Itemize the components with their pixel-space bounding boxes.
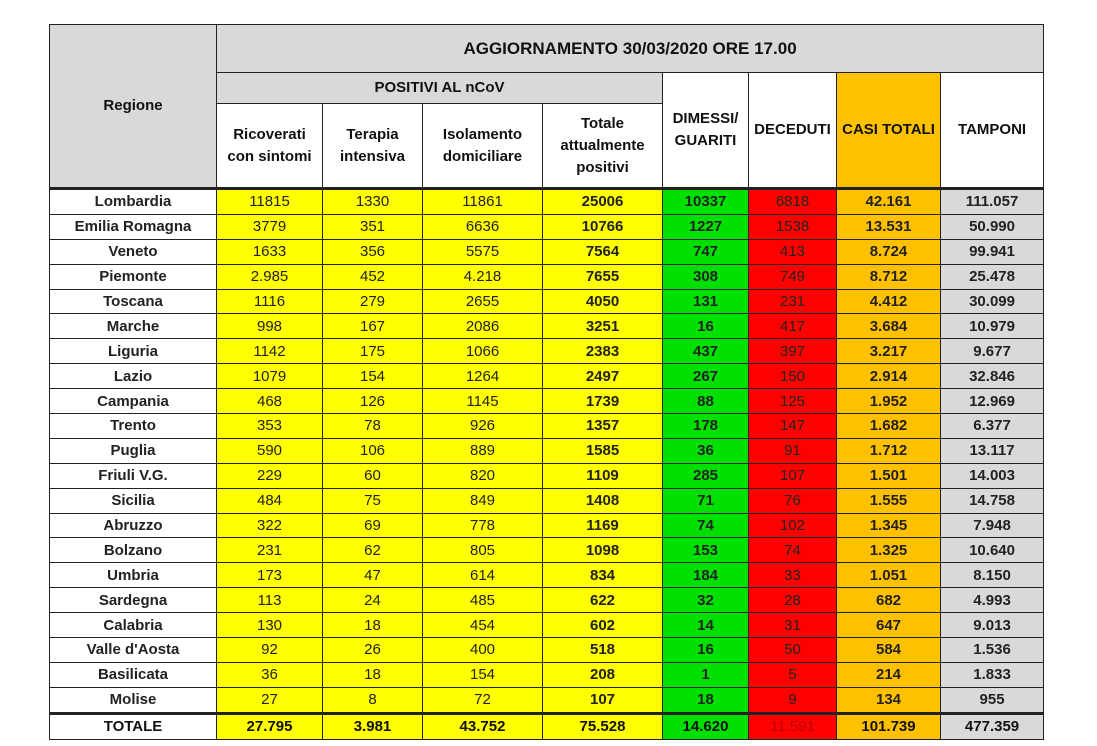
region-header: Regione (50, 25, 217, 189)
dimessi-cell: 1227 (663, 214, 749, 239)
region-cell: Puglia (50, 438, 217, 463)
deceduti-header: DECEDUTI (749, 73, 837, 189)
dimessi-cell: 178 (663, 414, 749, 439)
total-terapia-cell: 3.981 (323, 713, 423, 739)
tamponi-cell: 13.117 (941, 438, 1044, 463)
terapia-cell: 452 (323, 264, 423, 289)
casi-totali-header: CASI TOTALI (837, 73, 941, 189)
region-cell: Basilicata (50, 662, 217, 687)
isolamento-cell: 5575 (423, 239, 543, 264)
deceduti-cell: 397 (749, 339, 837, 364)
terapia-cell: 279 (323, 289, 423, 314)
dimessi-cell: 747 (663, 239, 749, 264)
terapia-cell: 75 (323, 488, 423, 513)
isolamento-cell: 2086 (423, 314, 543, 339)
isolamento-cell: 805 (423, 538, 543, 563)
totale-positivi-cell: 622 (543, 588, 663, 613)
isolamento-cell: 889 (423, 438, 543, 463)
tamponi-cell: 4.993 (941, 588, 1044, 613)
deceduti-cell: 9 (749, 687, 837, 713)
terapia-cell: 175 (323, 339, 423, 364)
region-cell: Veneto (50, 239, 217, 264)
ricoverati-cell: 484 (217, 488, 323, 513)
terapia-cell: 47 (323, 563, 423, 588)
ricoverati-cell: 231 (217, 538, 323, 563)
terapia-cell: 18 (323, 662, 423, 687)
casi-totali-cell: 647 (837, 613, 941, 638)
dimessi-cell: 267 (663, 364, 749, 389)
casi-totali-cell: 1.712 (837, 438, 941, 463)
tamponi-cell: 50.990 (941, 214, 1044, 239)
totale-positivi-cell: 107 (543, 687, 663, 713)
region-cell: Toscana (50, 289, 217, 314)
ricoverati-cell: 998 (217, 314, 323, 339)
tamponi-cell: 1.833 (941, 662, 1044, 687)
region-cell: Marche (50, 314, 217, 339)
deceduti-cell: 74 (749, 538, 837, 563)
dimessi-cell: 285 (663, 463, 749, 488)
totale-positivi-cell: 834 (543, 563, 663, 588)
dimessi-header: DIMESSI/ GUARITI (663, 73, 749, 189)
isolamento-cell: 926 (423, 414, 543, 439)
ricoverati-cell: 2.985 (217, 264, 323, 289)
tamponi-cell: 32.846 (941, 364, 1044, 389)
deceduti-cell: 91 (749, 438, 837, 463)
table-row (50, 687, 1044, 713)
table-row (50, 662, 1044, 687)
ricoverati-cell: 1079 (217, 364, 323, 389)
deceduti-cell: 749 (749, 264, 837, 289)
region-cell: Friuli V.G. (50, 463, 217, 488)
terapia-cell: 69 (323, 513, 423, 538)
casi-totali-cell: 3.684 (837, 314, 941, 339)
ricoverati-cell: 353 (217, 414, 323, 439)
table-row (50, 538, 1044, 563)
terapia-cell: 26 (323, 638, 423, 663)
ricoverati-cell: 229 (217, 463, 323, 488)
positive-group-header: POSITIVI AL nCoV (217, 73, 663, 104)
total-totale-positivi-cell: 75.528 (543, 713, 663, 739)
casi-totali-cell: 4.412 (837, 289, 941, 314)
region-cell: Bolzano (50, 538, 217, 563)
table-row (50, 289, 1044, 314)
ricoverati-cell: 468 (217, 389, 323, 414)
tamponi-cell: 10.640 (941, 538, 1044, 563)
ricoverati-cell: 36 (217, 662, 323, 687)
isolamento-header: Isolamento domiciliare (423, 104, 543, 189)
terapia-cell: 8 (323, 687, 423, 713)
tamponi-cell: 30.099 (941, 289, 1044, 314)
terapia-cell: 106 (323, 438, 423, 463)
totale-positivi-cell: 1357 (543, 414, 663, 439)
ricoverati-cell: 92 (217, 638, 323, 663)
total-deceduti-cell: 11.591 (749, 713, 837, 739)
dimessi-cell: 1 (663, 662, 749, 687)
region-cell: Lombardia (50, 189, 217, 215)
dimessi-cell: 131 (663, 289, 749, 314)
isolamento-cell: 6636 (423, 214, 543, 239)
table-row (50, 239, 1044, 264)
total-row (50, 713, 1044, 739)
tamponi-cell: 955 (941, 687, 1044, 713)
table-row (50, 588, 1044, 613)
terapia-cell: 167 (323, 314, 423, 339)
total-ricoverati-cell: 27.795 (217, 713, 323, 739)
table-row (50, 214, 1044, 239)
terapia-cell: 78 (323, 414, 423, 439)
dimessi-cell: 437 (663, 339, 749, 364)
update-title: AGGIORNAMENTO 30/03/2020 ORE 17.00 (217, 25, 1044, 73)
table-row (50, 613, 1044, 638)
region-cell: Sardegna (50, 588, 217, 613)
totale-positivi-cell: 25006 (543, 189, 663, 215)
casi-totali-cell: 214 (837, 662, 941, 687)
casi-totali-cell: 3.217 (837, 339, 941, 364)
terapia-cell: 1330 (323, 189, 423, 215)
table-row (50, 414, 1044, 439)
region-cell: Sicilia (50, 488, 217, 513)
terapia-cell: 351 (323, 214, 423, 239)
isolamento-cell: 778 (423, 513, 543, 538)
terapia-cell: 24 (323, 588, 423, 613)
dimessi-cell: 16 (663, 314, 749, 339)
table-row (50, 389, 1044, 414)
total-dimessi-cell: 14.620 (663, 713, 749, 739)
terapia-cell: 126 (323, 389, 423, 414)
total-tamponi-cell: 477.359 (941, 713, 1044, 739)
ricoverati-cell: 1142 (217, 339, 323, 364)
table-row (50, 463, 1044, 488)
terapia-cell: 18 (323, 613, 423, 638)
deceduti-cell: 31 (749, 613, 837, 638)
totale-positivi-cell: 3251 (543, 314, 663, 339)
isolamento-cell: 2655 (423, 289, 543, 314)
totale-positivi-cell: 1109 (543, 463, 663, 488)
deceduti-cell: 28 (749, 588, 837, 613)
covid-bulletin-table (49, 24, 1044, 740)
totale-positivi-cell: 1739 (543, 389, 663, 414)
region-cell: Calabria (50, 613, 217, 638)
isolamento-cell: 154 (423, 662, 543, 687)
tamponi-cell: 1.536 (941, 638, 1044, 663)
isolamento-cell: 11861 (423, 189, 543, 215)
ricoverati-cell: 590 (217, 438, 323, 463)
table-row (50, 638, 1044, 663)
isolamento-cell: 820 (423, 463, 543, 488)
tamponi-cell: 9.013 (941, 613, 1044, 638)
region-cell: Lazio (50, 364, 217, 389)
table-row (50, 339, 1044, 364)
casi-totali-cell: 2.914 (837, 364, 941, 389)
table-row (50, 364, 1044, 389)
table-row (50, 264, 1044, 289)
deceduti-cell: 125 (749, 389, 837, 414)
terapia-cell: 154 (323, 364, 423, 389)
isolamento-cell: 4.218 (423, 264, 543, 289)
dimessi-cell: 88 (663, 389, 749, 414)
terapia-cell: 62 (323, 538, 423, 563)
totale-positivi-cell: 10766 (543, 214, 663, 239)
casi-totali-cell: 1.345 (837, 513, 941, 538)
ricoverati-cell: 173 (217, 563, 323, 588)
ricoverati-cell: 1116 (217, 289, 323, 314)
isolamento-cell: 849 (423, 488, 543, 513)
tamponi-cell: 9.677 (941, 339, 1044, 364)
deceduti-cell: 147 (749, 414, 837, 439)
dimessi-cell: 36 (663, 438, 749, 463)
totale-positivi-cell: 7564 (543, 239, 663, 264)
isolamento-cell: 1066 (423, 339, 543, 364)
table-row (50, 438, 1044, 463)
totale-positivi-cell: 1585 (543, 438, 663, 463)
ricoverati-cell: 27 (217, 687, 323, 713)
totale-positivi-cell: 7655 (543, 264, 663, 289)
isolamento-cell: 485 (423, 588, 543, 613)
table-row (50, 513, 1044, 538)
dimessi-cell: 184 (663, 563, 749, 588)
ricoverati-cell: 130 (217, 613, 323, 638)
tamponi-cell: 12.969 (941, 389, 1044, 414)
tamponi-header: TAMPONI (941, 73, 1044, 189)
tamponi-cell: 25.478 (941, 264, 1044, 289)
deceduti-cell: 5 (749, 662, 837, 687)
casi-totali-cell: 42.161 (837, 189, 941, 215)
casi-totali-cell: 1.051 (837, 563, 941, 588)
table-row (50, 563, 1044, 588)
table-row (50, 488, 1044, 513)
isolamento-cell: 400 (423, 638, 543, 663)
region-cell: Trento (50, 414, 217, 439)
casi-totali-cell: 1.555 (837, 488, 941, 513)
dimessi-cell: 153 (663, 538, 749, 563)
tamponi-cell: 10.979 (941, 314, 1044, 339)
totale-positivi-cell: 2383 (543, 339, 663, 364)
casi-totali-cell: 8.724 (837, 239, 941, 264)
deceduti-cell: 1538 (749, 214, 837, 239)
deceduti-cell: 107 (749, 463, 837, 488)
deceduti-cell: 413 (749, 239, 837, 264)
ricoverati-cell: 113 (217, 588, 323, 613)
ricoverati-cell: 322 (217, 513, 323, 538)
region-cell: Liguria (50, 339, 217, 364)
tamponi-cell: 14.003 (941, 463, 1044, 488)
isolamento-cell: 614 (423, 563, 543, 588)
tamponi-cell: 7.948 (941, 513, 1044, 538)
tamponi-cell: 111.057 (941, 189, 1044, 215)
totale-positivi-cell: 518 (543, 638, 663, 663)
totale-positivi-cell: 1408 (543, 488, 663, 513)
dimessi-cell: 74 (663, 513, 749, 538)
ricoverati-cell: 3779 (217, 214, 323, 239)
region-cell: Abruzzo (50, 513, 217, 538)
totale-positivi-cell: 1169 (543, 513, 663, 538)
casi-totali-cell: 1.682 (837, 414, 941, 439)
table-row (50, 189, 1044, 215)
totale-positivi-cell: 4050 (543, 289, 663, 314)
tamponi-cell: 14.758 (941, 488, 1044, 513)
casi-totali-cell: 134 (837, 687, 941, 713)
dimessi-cell: 10337 (663, 189, 749, 215)
terapia-cell: 60 (323, 463, 423, 488)
casi-totali-cell: 1.952 (837, 389, 941, 414)
isolamento-cell: 454 (423, 613, 543, 638)
totale-positivi-header: Totale attualmente positivi (543, 104, 663, 189)
table-body (50, 189, 1044, 740)
casi-totali-cell: 1.325 (837, 538, 941, 563)
casi-totali-cell: 1.501 (837, 463, 941, 488)
region-cell: Piemonte (50, 264, 217, 289)
region-cell: Valle d'Aosta (50, 638, 217, 663)
deceduti-cell: 231 (749, 289, 837, 314)
tamponi-cell: 99.941 (941, 239, 1044, 264)
ricoverati-cell: 1633 (217, 239, 323, 264)
dimessi-cell: 18 (663, 687, 749, 713)
totale-positivi-cell: 2497 (543, 364, 663, 389)
tamponi-cell: 6.377 (941, 414, 1044, 439)
region-cell: Campania (50, 389, 217, 414)
tamponi-cell: 8.150 (941, 563, 1044, 588)
total-isolamento-cell: 43.752 (423, 713, 543, 739)
deceduti-cell: 33 (749, 563, 837, 588)
deceduti-cell: 150 (749, 364, 837, 389)
isolamento-cell: 1264 (423, 364, 543, 389)
ricoverati-cell: 11815 (217, 189, 323, 215)
totale-positivi-cell: 208 (543, 662, 663, 687)
table-row (50, 314, 1044, 339)
dimessi-cell: 14 (663, 613, 749, 638)
totale-positivi-cell: 602 (543, 613, 663, 638)
region-cell: Umbria (50, 563, 217, 588)
region-cell: Molise (50, 687, 217, 713)
deceduti-cell: 76 (749, 488, 837, 513)
region-cell: Emilia Romagna (50, 214, 217, 239)
casi-totali-cell: 682 (837, 588, 941, 613)
isolamento-cell: 72 (423, 687, 543, 713)
total-region-cell: TOTALE (50, 713, 217, 739)
totale-positivi-cell: 1098 (543, 538, 663, 563)
dimessi-cell: 32 (663, 588, 749, 613)
casi-totali-cell: 584 (837, 638, 941, 663)
dimessi-cell: 308 (663, 264, 749, 289)
deceduti-cell: 102 (749, 513, 837, 538)
deceduti-cell: 6818 (749, 189, 837, 215)
total-casi-totali-cell: 101.739 (837, 713, 941, 739)
terapia-header: Terapia intensiva (323, 104, 423, 189)
deceduti-cell: 417 (749, 314, 837, 339)
casi-totali-cell: 8.712 (837, 264, 941, 289)
casi-totali-cell: 13.531 (837, 214, 941, 239)
terapia-cell: 356 (323, 239, 423, 264)
dimessi-cell: 71 (663, 488, 749, 513)
ricoverati-header: Ricoverati con sintomi (217, 104, 323, 189)
dimessi-cell: 16 (663, 638, 749, 663)
isolamento-cell: 1145 (423, 389, 543, 414)
deceduti-cell: 50 (749, 638, 837, 663)
